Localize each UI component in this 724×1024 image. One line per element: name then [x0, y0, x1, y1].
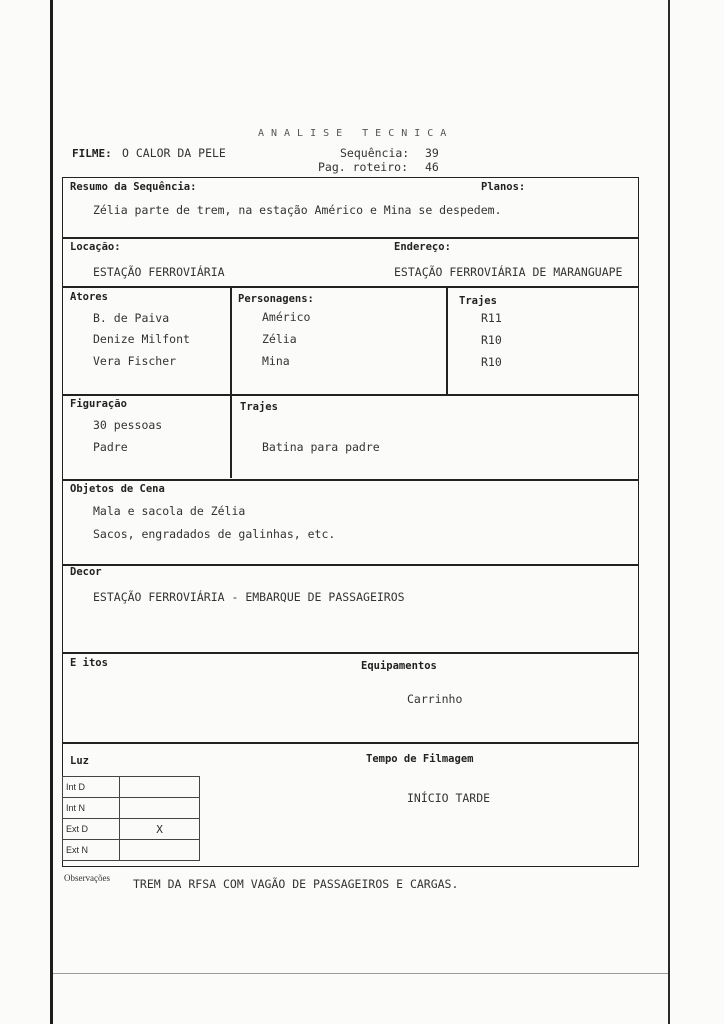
column-divider — [230, 287, 232, 478]
endereco-value: ESTAÇÃO FERROVIÁRIA DE MARANGUAPE — [394, 265, 623, 279]
ator-name: Vera Fischer — [93, 354, 177, 368]
ator-name: B. de Paiva — [93, 311, 170, 325]
form-frame — [62, 177, 639, 867]
section-divider — [62, 237, 639, 239]
objetos-label: Objetos de Cena — [70, 483, 165, 495]
decor-value: ESTAÇÃO FERROVIÁRIA - EMBARQUE DE PASSAGEIROS — [93, 590, 405, 604]
filme-label: FILME: — [72, 147, 112, 160]
form-title: ANALISE TECNICA — [258, 128, 454, 139]
objeto-item: Mala e sacola de Zélia — [93, 504, 246, 518]
traje-code: R11 — [481, 311, 502, 325]
figuracao-traje: Batina para padre — [262, 440, 380, 454]
pag-roteiro-value: 46 — [425, 160, 439, 174]
luz-row — [63, 798, 200, 819]
tempo-value: INÍCIO TARDE — [407, 791, 491, 805]
decor-label: Decor — [70, 566, 102, 578]
luz-grid — [62, 776, 200, 861]
locacao-label: Locação: — [70, 241, 121, 253]
planos-label: Planos: — [481, 181, 526, 193]
equipamentos-value: Carrinho — [407, 692, 463, 706]
personagem-name: Américo — [262, 310, 311, 324]
resumo-label: Resumo da Sequência: — [70, 181, 197, 193]
luz-row-label: Int N — [63, 798, 120, 819]
section-divider — [62, 286, 639, 288]
traje-code: R10 — [481, 333, 502, 347]
section-divider — [62, 652, 639, 654]
luz-label: Luz — [70, 755, 89, 767]
luz-row-mark — [120, 840, 200, 861]
efeitos-label: E itos — [70, 657, 108, 669]
personagem-name: Zélia — [262, 332, 297, 346]
column-divider — [446, 287, 448, 394]
section-divider — [62, 742, 639, 744]
page-edge — [50, 0, 53, 1024]
luz-row — [63, 819, 200, 840]
luz-row-mark — [120, 777, 200, 798]
endereco-label: Endereço: — [394, 241, 451, 253]
tempo-label: Tempo de Filmagem — [366, 753, 474, 765]
figuracao-trajes-label: Trajes — [240, 401, 278, 413]
luz-row-mark: X — [120, 819, 200, 840]
figuracao-item: 30 pessoas — [93, 418, 163, 432]
sequencia-value: 39 — [425, 146, 439, 160]
luz-row-label: Ext N — [63, 840, 120, 861]
trajes-label: Trajes — [459, 295, 497, 307]
observacoes-label: Observações — [64, 873, 110, 883]
personagem-name: Mina — [262, 354, 290, 368]
locacao-value: ESTAÇÃO FERROVIÁRIA — [93, 265, 225, 279]
ator-name: Denize Milfont — [93, 332, 190, 346]
observacoes-text: TREM DA RFSA COM VAGÃO DE PASSAGEIROS E CARGAS. — [133, 877, 459, 891]
section-divider — [62, 564, 639, 566]
equipamentos-label: Equipamentos — [361, 660, 437, 672]
resumo-text: Zélia parte de trem, na estação Américo e Mina se despedem. — [93, 203, 502, 217]
traje-code: R10 — [481, 355, 502, 369]
luz-row — [63, 777, 200, 798]
sequencia-label: Sequência: — [340, 146, 410, 160]
section-divider — [62, 479, 639, 481]
figuracao-item: Padre — [93, 440, 128, 454]
luz-row — [63, 840, 200, 861]
luz-row-mark — [120, 798, 200, 819]
personagens-label: Personagens: — [238, 293, 314, 305]
luz-row-label: Ext D — [63, 819, 120, 840]
section-divider — [62, 394, 639, 396]
figuracao-label: Figuração — [70, 398, 127, 410]
page-edge — [668, 0, 670, 1024]
luz-row-label: Int D — [63, 777, 120, 798]
filme-value: O CALOR DA PELE — [122, 146, 226, 160]
pag-roteiro-label: Pag. roteiro: — [318, 160, 409, 174]
divider — [53, 973, 668, 974]
objeto-item: Sacos, engradados de galinhas, etc. — [93, 527, 336, 541]
atores-label: Atores — [70, 291, 108, 303]
